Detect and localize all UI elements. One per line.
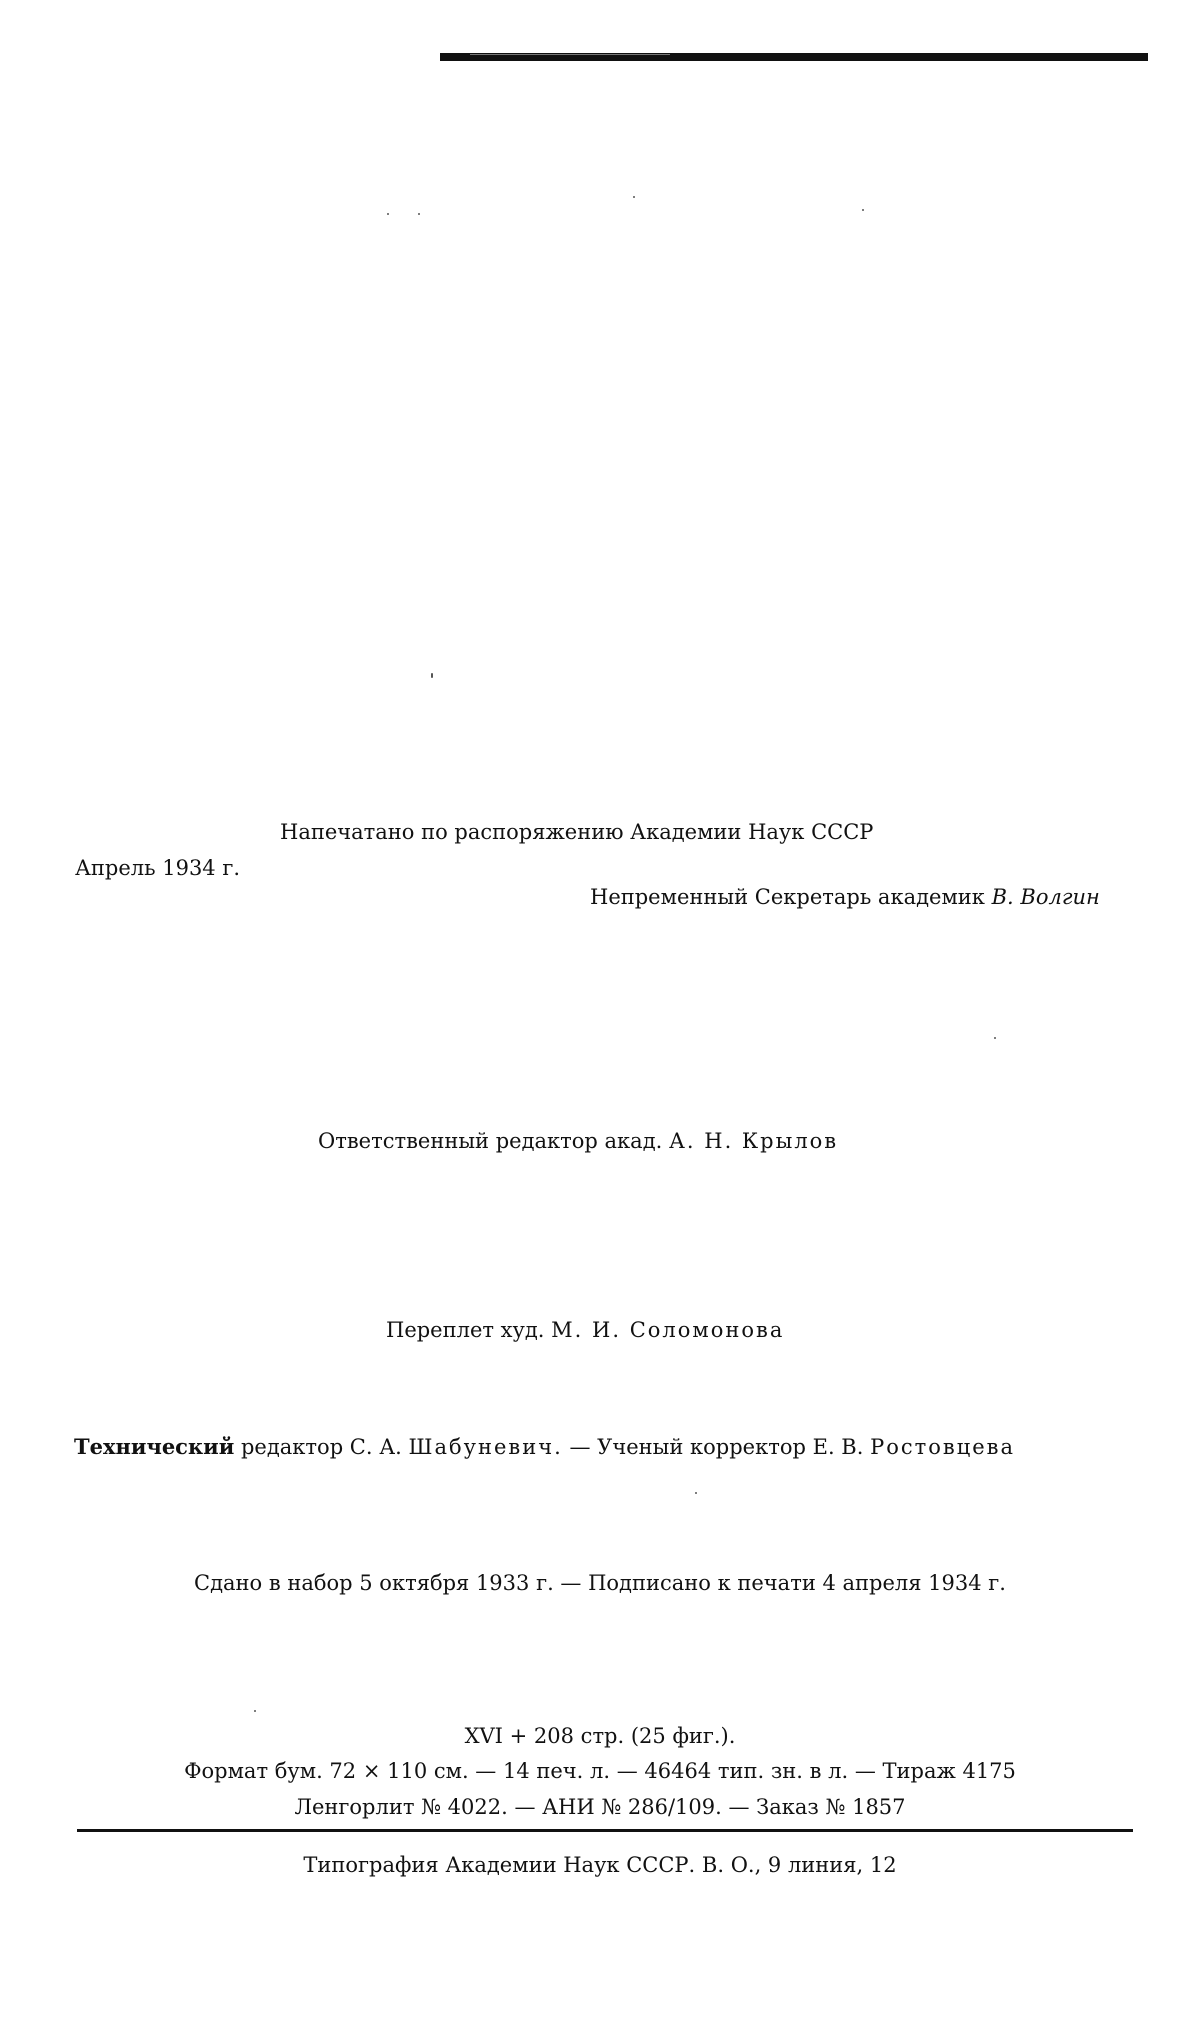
corrector-label: — Ученый корректор Е. В.: [569, 1435, 864, 1459]
printed-by-order: Напечатано по распоряжению Академии Наук СССР: [280, 820, 874, 844]
scan-speck: [418, 213, 420, 215]
responsible-editor-line: [318, 1128, 838, 1154]
bottom-rule: [77, 1829, 1133, 1832]
format-line: Формат бум. 72 × 110 см. — 14 печ. л. — 46464 тип. зн. в л. — Тираж 4175: [184, 1759, 1016, 1783]
scan-speck: [387, 213, 389, 215]
secretary-title: Непременный Секретарь академик: [590, 885, 985, 909]
tech-editor-name: Шабуневич.: [408, 1435, 563, 1459]
printing-house: Типография Академии Наук СССР. В. О., 9 линия, 12: [303, 1853, 897, 1877]
pages-line: XVI + 208 стр. (25 фиг.).: [464, 1724, 736, 1748]
imprint-date: Апрель 1934 г.: [75, 856, 241, 880]
typesetting-dates: Сдано в набор 5 октября 1933 г. — Подписано к печати 4 апреля 1934 г.: [194, 1571, 1006, 1595]
binding-artist: М. И. Соломонова: [551, 1318, 785, 1342]
binding-line: [386, 1317, 784, 1343]
top-rule-thin: [470, 54, 670, 55]
responsible-editor-label: Ответственный редактор акад.: [318, 1129, 663, 1153]
license-line: Ленгорлит № 4022. — АНИ № 286/109. — Заказ № 1857: [294, 1795, 906, 1819]
corrector-name: Ростовцева: [870, 1435, 1015, 1459]
responsible-editor-name: А. Н. Крылов: [669, 1129, 839, 1153]
tech-editor-rest: редактор С. А.: [240, 1435, 402, 1459]
secretary-name: В. Волгин: [991, 885, 1100, 909]
scan-speck: [633, 196, 635, 198]
secretary-line: [590, 884, 1100, 910]
scan-speck: [254, 1710, 256, 1712]
scan-speck: [994, 1037, 996, 1039]
tech-editor-label: Технический: [74, 1434, 235, 1459]
scan-speck: [695, 1492, 697, 1494]
tech-editor-line: [74, 1434, 1015, 1460]
binding-label: Переплет худ.: [386, 1318, 545, 1342]
scan-speck: [431, 673, 433, 678]
scan-speck: [862, 209, 864, 211]
